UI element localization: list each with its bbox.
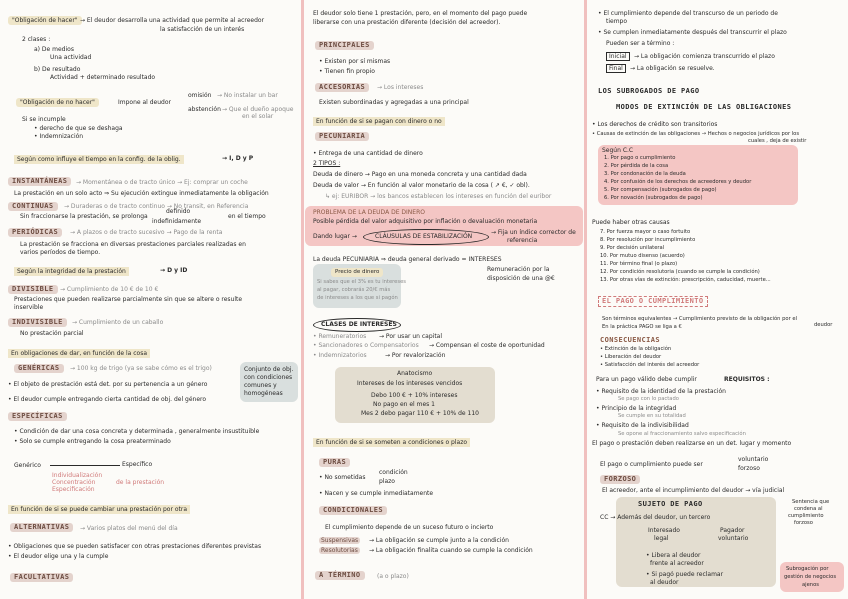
especificas-1: • Condición de dar una cosa concreta y determinada , generalmente insustituible xyxy=(14,428,260,435)
divisible-desc: → Cumplimiento de 10 € de 10 € xyxy=(60,286,159,293)
pago-heading: EL PAGO O CUMPLIMIENTO xyxy=(598,296,708,307)
req-1b: Se pago con lo pactado xyxy=(618,396,679,402)
inicial-desc: → La obligación comienza transcurrido el plazo xyxy=(634,53,775,60)
interesado: Interesado xyxy=(648,527,680,534)
sentencia-1: Sentencia que xyxy=(792,499,830,505)
puras-2: • Nacen y se cumple inmediatamente xyxy=(319,490,434,497)
remuneracion-2: disposición de una @€ xyxy=(487,275,555,282)
abstencion-desc2: en el solar xyxy=(242,113,274,120)
pueden-ser: Pueden ser a término : xyxy=(606,40,675,47)
indemnizatorios-desc: → Por revalorización xyxy=(385,352,446,359)
definido: definido xyxy=(166,208,191,215)
de-medios: a) De medios xyxy=(34,46,74,53)
condicionales-heading: CONDICIONALES xyxy=(319,506,387,515)
omision: omisión xyxy=(188,92,212,99)
funcion-cambiar: En función de si se puede cambiar una prestación por otra xyxy=(8,505,190,514)
instantaneas-heading: INSTANTÁNEAS xyxy=(8,177,71,186)
incumple-label: Si se incumple xyxy=(22,116,66,123)
req-3: • Requisito de la indivisibilidad xyxy=(596,422,689,429)
requisitos-label: REQUISITOS : xyxy=(724,376,770,383)
segun-tiempo-res: → I, D y P xyxy=(222,155,254,162)
sentencia-2: condena al xyxy=(794,506,823,512)
principales-2: • Tienen fin propio xyxy=(319,68,375,75)
deuda-valor: Deuda de valor → En función al valor monetario de la cosa ( ↗ €, ✓ obl). xyxy=(313,182,530,189)
fija-indice2: referencia xyxy=(507,237,538,244)
otras-13: 13. Por otras vías de extinción: prescripción, caducidad, muerte... xyxy=(600,277,771,283)
continuas-desc: → Duraderas o de tracto continuo → No transit, en Referencia xyxy=(64,203,249,210)
req-3b: Se opone al fraccionamiento salvo especificación xyxy=(618,431,746,437)
indivisible-heading: INDIVISIBLE xyxy=(8,318,67,327)
dando-lugar: Dando lugar → xyxy=(313,233,357,240)
sentencia-3: cumplimiento xyxy=(788,513,824,519)
otras-10: 10. Por mutuo disenso (acuerdo) xyxy=(600,253,685,259)
conjunto-4: homogéneas xyxy=(244,390,283,397)
remuneratorios: • Remuneratorios xyxy=(313,333,367,340)
voluntario-2: voluntario xyxy=(718,535,749,542)
inicial-label: Inicial xyxy=(606,52,630,61)
puras-1: • No sometidas xyxy=(319,474,366,481)
obligacion-hacer-label: "Obligación de hacer" xyxy=(8,16,82,25)
forzoso-label: forzoso xyxy=(738,465,760,472)
condicion: condición xyxy=(379,469,408,476)
individualizacion: Individualización xyxy=(52,472,103,479)
deudor-label: deudor xyxy=(814,322,833,328)
intro-1: El deudor solo tiene 1 prestación, pero, en el momento del pago puede xyxy=(313,10,528,17)
sancionadores-desc: → Compensan el coste de oportunidad xyxy=(429,342,545,349)
cumplimiento-1b: tiempo xyxy=(606,18,628,25)
alternativas-heading: ALTERNATIVAS xyxy=(10,523,73,532)
cc-6: 6. Por novación (subrogados de pago) xyxy=(604,195,703,201)
cons-3: • Satisfacción del interés del acreedor xyxy=(600,362,700,368)
derecho-item: • derecho de que se deshaga xyxy=(34,125,123,132)
alternativas-1: • Obligaciones que se pueden satisfacer con otras prestaciones diferentes previstas xyxy=(8,543,262,550)
otras-7: 7. Por fuerza mayor o caso fortuito xyxy=(600,229,691,235)
accesorias-desc: → Los intereses xyxy=(377,84,424,91)
condiciones-plazo: En función de si se someten a condiciones o plazo xyxy=(313,438,470,447)
periodicas-heading: PERIÓDICAS xyxy=(8,228,62,237)
funcion-dinero: En función de si se pagan con dinero o no xyxy=(313,117,445,126)
divisible-desc2: Prestaciones que pueden realizarse parcialmente sin que se altere o resulte xyxy=(14,296,243,303)
abstencion: abstención xyxy=(188,106,221,113)
suspensivas: Suspensivas xyxy=(321,537,359,544)
precio-1: Si sabes que el 3% es tu intereses xyxy=(317,279,406,285)
principales-1: • Existen por sí mismas xyxy=(319,58,391,65)
alternativas-2: • El deudor elige una y la cumple xyxy=(8,553,109,560)
sentencia-4: forzoso xyxy=(794,520,813,526)
fija-indice: → Fija un índice corrector de xyxy=(491,229,576,236)
modos-2b: cuales , deja de existir xyxy=(748,138,807,144)
de-medios-desc: Una actividad xyxy=(50,54,92,61)
cons-1: • Extinción de la obligación xyxy=(600,346,672,352)
no-hacer-label: "Obligación de no hacer" xyxy=(16,98,99,107)
periodicas-desc3: varios períodos de tiempo. xyxy=(20,249,101,256)
la-deuda: La deuda PECUNIARIA ⇒ deuda general derivado = INTERESES xyxy=(313,256,502,263)
no-hacer-desc: Impone al deudor xyxy=(118,99,171,106)
consecuencias-heading: CONSECUENCIAS xyxy=(600,336,660,344)
subrogados-heading: LOS SUBROGADOS DE PAGO xyxy=(598,87,700,95)
obligacion-hacer-def: → El deudor desarrolla una actividad que permite al acreedor xyxy=(80,17,265,24)
obligacion-hacer-def2: la satisfacción de un interés xyxy=(160,26,245,33)
anatocismo-4: Mes 2 debo pagar 110 € + 10% de 110 xyxy=(361,410,479,417)
accesorias-desc2: Existen subordinadas y agregadas a una principal xyxy=(319,99,469,106)
indivisible-desc2: No prestación parcial xyxy=(20,330,84,337)
segun-integridad-res: → D y ID xyxy=(160,267,188,274)
req-2: • Principio de la integridad xyxy=(596,405,677,412)
indefinidamente: indefinidamente xyxy=(152,218,202,225)
clases-label: 2 clases : xyxy=(22,36,51,43)
abstencion-desc: → Que el dueño apoque xyxy=(222,106,294,113)
conjunto-1: Conjunto de obj. xyxy=(244,366,294,373)
euribor-note: ↳ ej: EURIBOR → los bancos establecen los intereses en función del euribor xyxy=(325,193,552,200)
posible-perdida: Posible pérdida del valor adquisitivo por inflación o devaluación monetaria xyxy=(313,218,538,225)
son-terminos: Son términos equivalentes → Cumplimiento previsto de la obligación por el xyxy=(602,316,797,322)
modos-1: • Los derechos de crédito son transitorios xyxy=(592,121,718,128)
cc-sujeto: CC → Además del deudor, un tercero xyxy=(600,514,711,521)
otras-8: 8. Por resolución por incumplimiento xyxy=(600,237,696,243)
especificas-heading: ESPECÍFICAS xyxy=(8,412,67,421)
accesorias-heading: ACCESORIAS xyxy=(315,83,369,92)
subrogacion-3: ajenos xyxy=(802,582,819,588)
segun-tiempo: Según como influye el tiempo en la config. de la oblig. xyxy=(14,155,184,164)
anatocismo-heading: Anatocismo xyxy=(397,370,433,377)
precio-2: al pagar, cobrarás 20/€ más xyxy=(317,287,391,293)
suspensivas-desc: → La obligación se cumple junto a la condición xyxy=(369,537,509,544)
otras-9: 9. Por decisión unilateral xyxy=(600,245,665,251)
forzoso-desc: El acreedor, ante el incumplimiento del deudor → vía judicial xyxy=(602,487,785,494)
genericas-1: • El objeto de prestación está det. por su pertenencia a un género xyxy=(8,381,208,388)
anatocismo-2: Debo 100 € + 10% intereses xyxy=(371,392,458,399)
pago-forzoso-intro: El pago o cumplimiento puede ser xyxy=(600,461,703,468)
puras-heading: PURAS xyxy=(319,458,350,467)
final-label: Final xyxy=(606,64,626,73)
pagador: Pagador xyxy=(720,527,745,534)
anatocismo-3: No pago en el mes 1 xyxy=(373,401,435,408)
modos-2: • Causas de extinción de las obligaciones → Hechos o negocios jurídicos por los xyxy=(592,131,800,137)
de-resultado: b) De resultado xyxy=(34,66,81,73)
clases-intereses: CLASES DE INTERESES xyxy=(321,321,397,328)
sujeto-heading: SUJETO DE PAGO xyxy=(638,500,703,508)
cc-1: 1. Por pago o cumplimiento xyxy=(604,155,676,161)
tipos-label: 2 TIPOS : xyxy=(313,160,341,167)
cc-4: 4. Por confusión de los derechos de acreedores y deudor xyxy=(604,179,752,185)
generico-arrow xyxy=(50,465,120,466)
de-la-prestacion: de la prestación xyxy=(116,479,165,486)
indemnizacion-item: • Indemnización xyxy=(34,133,84,140)
indemnizatorios: • Indemnizatorios xyxy=(313,352,367,359)
conjunto-3: comunes y xyxy=(244,382,277,389)
subrogacion-1: Subrogación por xyxy=(786,566,829,572)
final-desc: → La obligación se resuelve. xyxy=(630,65,715,72)
en-tiempo: en el tiempo xyxy=(228,213,266,220)
indivisible-desc: → Cumplimiento de un caballo xyxy=(72,319,164,326)
condicionales-desc: El cumplimiento depende de un suceso futuro o incierto xyxy=(325,524,494,531)
pecuniaria-1: • Entrega de una cantidad de dinero xyxy=(313,150,423,157)
conjunto-2: con condiciones xyxy=(244,374,293,381)
instantaneas-desc: → Momentánea o de tracto único → Ej: comprar un coche xyxy=(76,179,248,186)
otras-label: Puede haber otras causas xyxy=(592,219,670,226)
remuneracion-1: Remuneración por la xyxy=(487,266,550,273)
para-pago: Para un pago válido debe cumplir xyxy=(596,376,697,383)
pecuniaria-heading: PECUNIARIA xyxy=(315,132,369,141)
frente: frente al acreedor xyxy=(650,560,704,567)
req-2b: Se cumple en su totalidad xyxy=(618,413,686,419)
alternativas-desc: → Varios platos del menú del día xyxy=(80,525,178,532)
cumplimiento-1: • El cumplimiento depende del transcurso de un periodo de xyxy=(598,10,778,17)
remuneratorios-desc: → Por usar un capital xyxy=(379,333,443,340)
son-terminos-2: En la práctica PAGO se liga a € xyxy=(602,324,682,330)
en-obligaciones: En obligaciones de dar, en función de la cosa xyxy=(8,349,150,358)
modos-heading: MODOS DE EXTINCIÓN DE LAS OBLIGACIONES xyxy=(616,103,792,111)
genericas-2: • El deudor cumple entregando cierta cantidad de obj. del género xyxy=(8,396,207,403)
libera: • Libera al deudor xyxy=(646,552,701,559)
cons-2: • Liberación del deudor xyxy=(600,354,662,360)
lugar: El pago o prestación deben realizarse en un det. lugar y momento xyxy=(592,440,792,447)
de-resultado-desc: Actividad + determinado resultado xyxy=(50,74,156,81)
precio-heading: Precio de dinero xyxy=(331,268,383,277)
intro-2: liberarse con una prestación diferente (decisión del acreedor). xyxy=(313,19,501,26)
divisible-desc3: inservible xyxy=(14,304,44,311)
otras-11: 11. Por término final (o plazo) xyxy=(600,261,678,267)
resolutorias-desc: → La obligación finalita cuando se cumple la condición xyxy=(369,547,533,554)
legal: legal xyxy=(654,535,669,542)
cc-3: 3. Por condonación de la deuda xyxy=(604,171,686,177)
sancionadores: • Sancionadores o Compensatorios xyxy=(313,342,419,349)
continuas-heading: CONTINUAS xyxy=(8,202,58,211)
si-pago: • Si pagó puede reclamar xyxy=(646,571,724,578)
a-termino-desc: (a o plazo) xyxy=(377,573,409,580)
clausulas-label: CLÁUSULAS DE ESTABILIZACIÓN xyxy=(375,233,473,240)
problema-heading: PROBLEMA DE LA DEUDA DE DINERO xyxy=(313,209,425,216)
generico-label: Genérico xyxy=(14,462,41,469)
periodicas-desc2: La prestación se fracciona en diversas prestaciones parciales realizadas en xyxy=(20,241,246,248)
segun-cc: Según C.C xyxy=(602,147,634,154)
column-3 xyxy=(588,0,848,599)
continuas-desc2: Sin fraccionarse la prestación, se prolonga xyxy=(20,213,148,220)
instantaneas-desc2: La prestación en un solo acto ⇒ Su ejecución extingue inmediatamente la obligación xyxy=(14,190,269,197)
voluntario-label: voluntario xyxy=(738,456,769,463)
anatocismo-1: Intereses de los intereses vencidos xyxy=(357,380,463,387)
forzoso-heading: FORZOSO xyxy=(600,475,640,484)
omision-desc: → No instalar un bar xyxy=(217,92,278,99)
periodicas-desc: → A plazos o de tracto sucesivo → Pago de la renta xyxy=(70,229,223,236)
especificas-2: • Solo se cumple entregando la cosa preaterminado xyxy=(14,438,171,445)
divisible-heading: DIVISIBLE xyxy=(8,285,58,294)
genericas-heading: GENÉRICAS xyxy=(14,364,64,373)
subrogacion-2: gestión de negocios xyxy=(784,574,837,580)
a-termino-heading: A TÉRMINO xyxy=(315,571,365,580)
al-deudor: al deudor xyxy=(650,579,679,586)
cc-2: 2. Por pérdida de la cosa xyxy=(604,163,669,169)
principales-heading: PRINCIPALES xyxy=(315,41,374,50)
cc-5: 5. Por compensación (subrogados de pago) xyxy=(604,187,717,193)
segun-integridad: Según la integridad de la prestación xyxy=(14,267,129,276)
req-1: • Requisito de la identidad de la prestación xyxy=(596,388,726,395)
deuda-dinero: Deuda de dinero → Pago en una moneda concreta y una cantidad dada xyxy=(313,171,527,178)
facultativas-heading: FACULTATIVAS xyxy=(10,573,73,582)
precio-3: de intereses a los que si pagón xyxy=(317,295,398,301)
concentracion: Concentración xyxy=(52,479,96,486)
column-1 xyxy=(0,0,300,599)
cumplimiento-2: • Se cumplen inmediatamente después del transcurrir el plazo xyxy=(598,29,787,36)
plazo: plazo xyxy=(379,478,395,485)
otras-12: 12. Por condición resolutoria (cuando se cumple la condición) xyxy=(600,269,760,275)
especificacion: Especificación xyxy=(52,486,95,493)
column-2 xyxy=(305,0,585,599)
especifico-label: Específico xyxy=(122,461,153,468)
resolutorias: Resolutorias xyxy=(321,547,358,554)
genericas-desc: → 100 kg de trigo (ya se sabe cómo es el trigo) xyxy=(70,365,212,372)
column-divider-1 xyxy=(301,0,304,599)
